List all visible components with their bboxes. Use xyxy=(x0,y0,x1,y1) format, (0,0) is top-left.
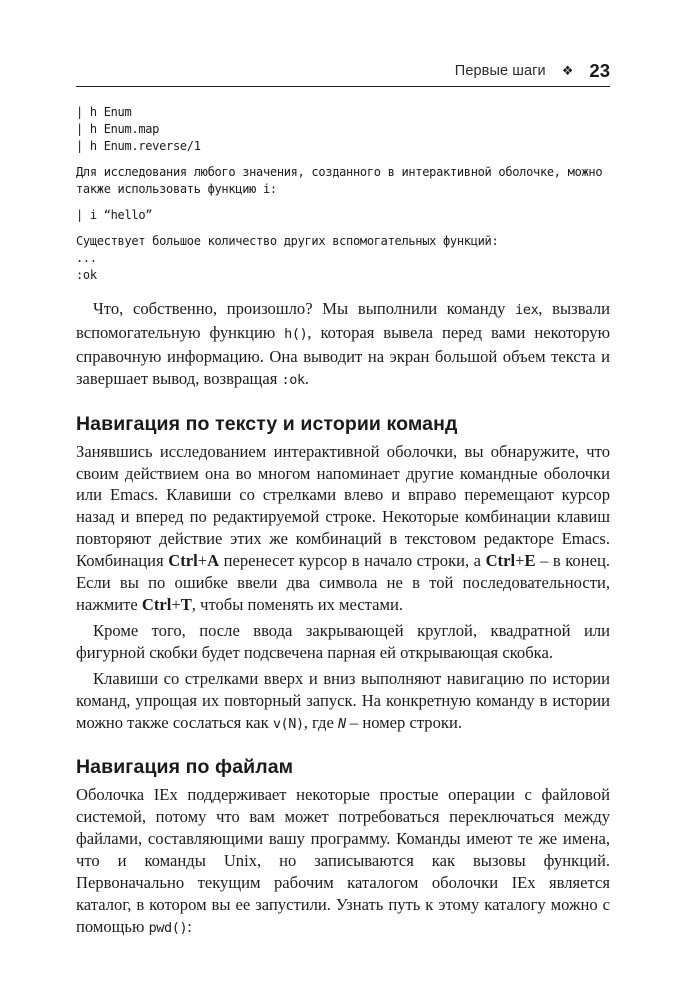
code-line: :ok xyxy=(76,268,97,282)
code-line: | h Enum.reverse/1 xyxy=(76,139,201,153)
page-number: 23 xyxy=(589,60,610,81)
code-comment: также использовать функцию i: xyxy=(76,182,277,196)
code-comment: Существует большое количество других вспомогательных функций: xyxy=(76,234,499,248)
intro-paragraph: Что, собственно, произошло? Мы выполнили команду iex, вызвали вспомогательную функцию h(), которая вывела перед вами некоторую справочную информацию. Она выводит на экран большой объем текста и завершает вывод, возвращая :ok. xyxy=(76,299,611,388)
inline-code: pwd() xyxy=(148,919,188,936)
section-heading-file-navigation: Навигация по файлам xyxy=(76,756,294,779)
page-body xyxy=(76,104,610,940)
inline-code: :ok xyxy=(281,371,305,388)
diamond-ornament-icon: ❖ xyxy=(561,63,574,78)
paragraph: Кроме того, после ввода закрывающей круглой, квадратной или фигурной скобки будет подсвечена парная ей открывающая скобка. xyxy=(76,620,610,662)
key-name: E xyxy=(524,551,536,571)
key-name: T xyxy=(180,594,192,614)
section-title: Первые шаги xyxy=(454,63,546,79)
paragraph: Клавиши со стрелками вверх и вниз выполняют навигацию по истории команд, упрощая их повторный запуск. На конкретную команду в истории можно также сослаться как v(N), где N – номер строки. xyxy=(76,668,610,732)
code-line: | h Enum xyxy=(76,105,132,119)
code-line: | h Enum.map xyxy=(76,122,160,136)
code-comment: Для исследования любого значения, созданного в интерактивной оболочке, можно xyxy=(76,165,603,179)
code-line: ... xyxy=(76,251,97,265)
inline-code: iex xyxy=(515,302,539,318)
code-listing xyxy=(76,104,610,284)
inline-code: v(N) xyxy=(272,715,304,732)
inline-code: h() xyxy=(284,325,308,342)
running-header xyxy=(76,60,610,82)
key-name: Ctrl xyxy=(485,551,516,571)
key-name: Ctrl xyxy=(168,551,198,571)
paragraph: Занявшись исследованием интерактивной оболочки, вы обнаружите, что своим действием она во многом напоминает другие командные оболочки или Emacs. Клавиши со стрелками влево и вправо перемещают курсор назад и вперед по редактируемой строке. Некоторые комбинации клавиш повторяют действие этих же комбинаций в текстовом редакторе Emacs. Комбинация Ctrl+A перенесет курсор в начало строки, а Ctrl+E – в конец. Если вы по ошибке ввели два символа не в той последовательности, нажмите Ctrl+T, чтобы поменять их местами. xyxy=(76,441,611,614)
code-line: | i “hello” xyxy=(76,208,153,222)
section-heading-text-navigation: Навигация по тексту и истории команд xyxy=(76,412,458,435)
paragraph: Оболочка IEx поддерживает некоторые простые операции с файловой системой, потому что вам может потребоваться переключаться между файлами, составляющими вашу программу. Команды имеют те же имена, что и команды Unix, но записываются как вызовы функций. Первоначально текущим рабочим каталогом оболочки IEx является каталог, в котором вы ее запустили. Узнать путь к этому каталогу можно с помощью pwd(): xyxy=(76,785,610,936)
key-name: Ctrl xyxy=(141,594,172,614)
header-rule xyxy=(76,86,610,87)
key-name: A xyxy=(207,551,220,571)
inline-code: N xyxy=(337,715,346,732)
